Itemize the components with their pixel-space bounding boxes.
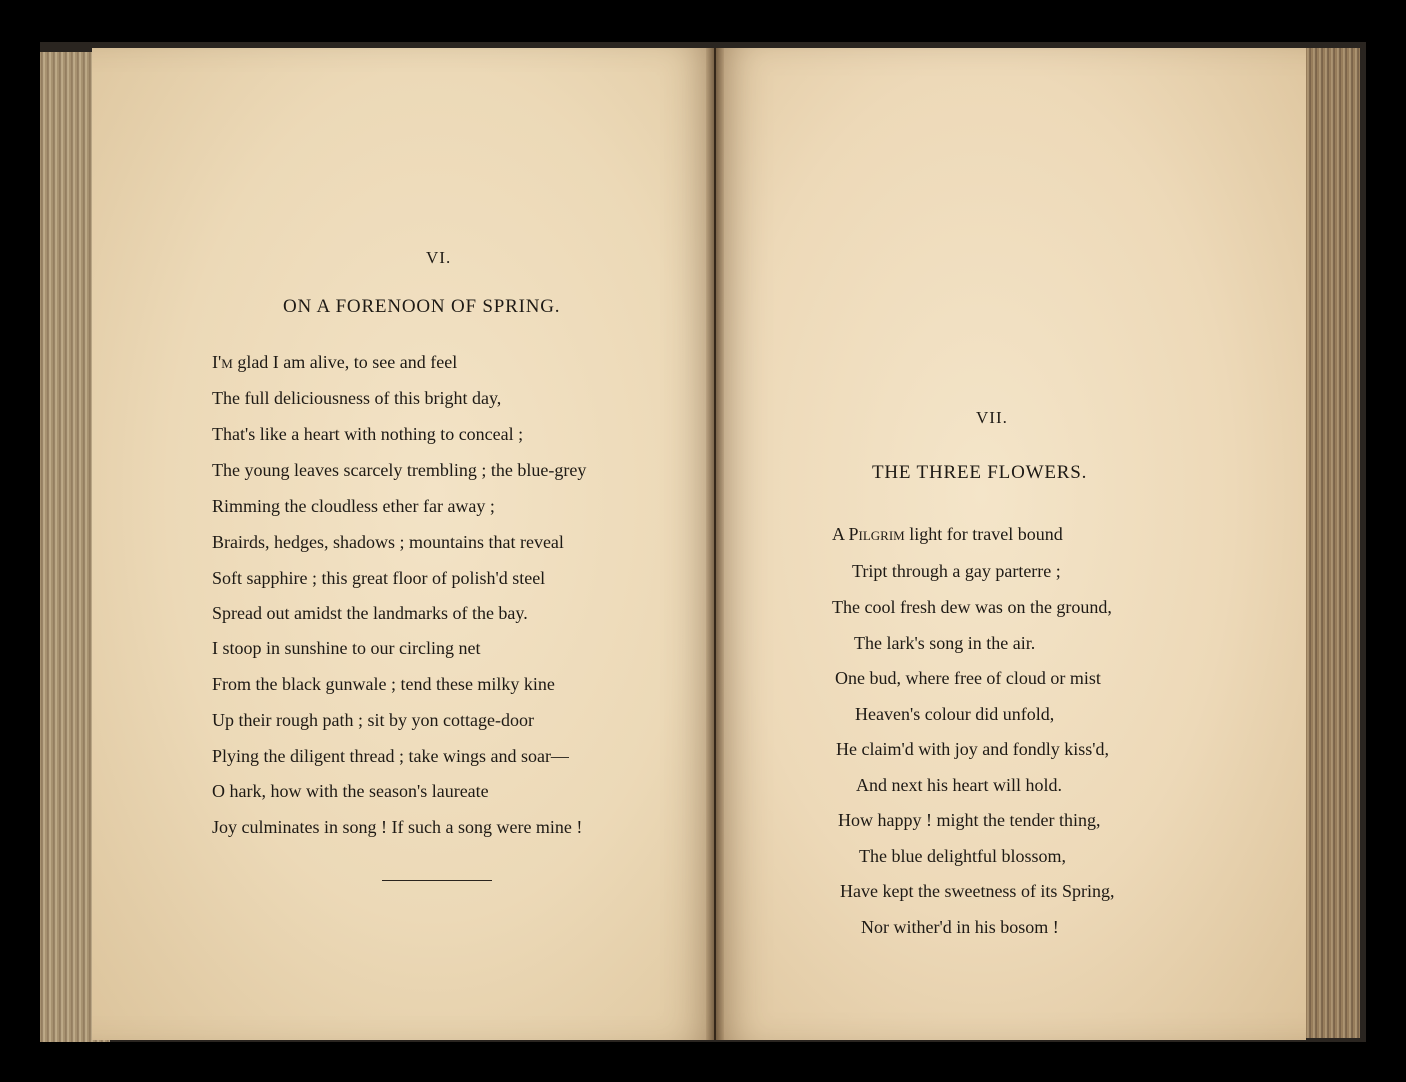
line-start: A <box>832 524 849 544</box>
poem-line: Nor wither'd in his bosom ! <box>861 917 1059 937</box>
poem-line: O hark, how with the season's laureate <box>212 781 489 801</box>
section-number: VII. <box>976 408 1008 427</box>
poem-line-text: light for travel bound <box>904 524 1063 544</box>
poem-line: Have kept the sweetness of its Spring, <box>840 881 1115 901</box>
poem-line: From the black gunwale ; tend these milky kine <box>212 674 555 694</box>
smallcaps-word: Pilgrim <box>848 524 905 544</box>
poem-line: Joy culminates in song ! If such a song were mine ! <box>212 817 583 837</box>
poem-line: Brairds, hedges, shadows ; mountains that reveal <box>212 532 564 552</box>
poem-line: The blue delightful blossom, <box>859 846 1066 866</box>
book-gutter <box>706 48 724 1040</box>
poem-title: ON A FORENOON OF SPRING. <box>283 296 561 317</box>
poem-line-text: glad I am alive, to see and feel <box>232 352 458 372</box>
poem-line: I stoop in sunshine to our circling net <box>212 638 481 658</box>
poem-line: How happy ! might the tender thing, <box>838 810 1101 830</box>
poem-line: Spread out amidst the landmarks of the bay. <box>212 603 528 623</box>
drop-word-rest: m <box>221 352 233 372</box>
poem-line: The full deliciousness of this bright day, <box>212 388 502 408</box>
poem-line: And next his heart will hold. <box>856 775 1062 795</box>
end-rule <box>382 880 492 881</box>
poem-line: Tript through a gay parterre ; <box>852 561 1061 581</box>
poem-line-1 <box>832 524 1063 545</box>
poem-line: One bud, where free of cloud or mist <box>835 668 1101 688</box>
poem-line: That's like a heart with nothing to conceal ; <box>212 424 524 444</box>
poem-line: Heaven's colour did unfold, <box>855 704 1055 724</box>
section-number: VI. <box>426 248 452 267</box>
page-edges-right <box>1300 48 1360 1038</box>
poem-line: Up their rough path ; sit by yon cottage-door <box>212 710 534 730</box>
right-page <box>716 48 1306 1040</box>
poem-line: Soft sapphire ; this great floor of polish'd steel <box>212 568 546 588</box>
poem-line: The cool fresh dew was on the ground, <box>832 597 1112 617</box>
poem-line: He claim'd with joy and fondly kiss'd, <box>836 739 1109 759</box>
poem-title: THE THREE FLOWERS. <box>872 462 1088 483</box>
poem-line-1 <box>212 352 457 373</box>
drop-word-cap: I' <box>212 352 222 372</box>
poem-line: The young leaves scarcely trembling ; the blue-grey <box>212 460 587 480</box>
poem-line: Plying the diligent thread ; take wings and soar— <box>212 746 569 766</box>
poem-line: Rimming the cloudless ether far away ; <box>212 496 495 516</box>
poem-line: The lark's song in the air. <box>854 633 1036 653</box>
left-page <box>92 48 714 1040</box>
